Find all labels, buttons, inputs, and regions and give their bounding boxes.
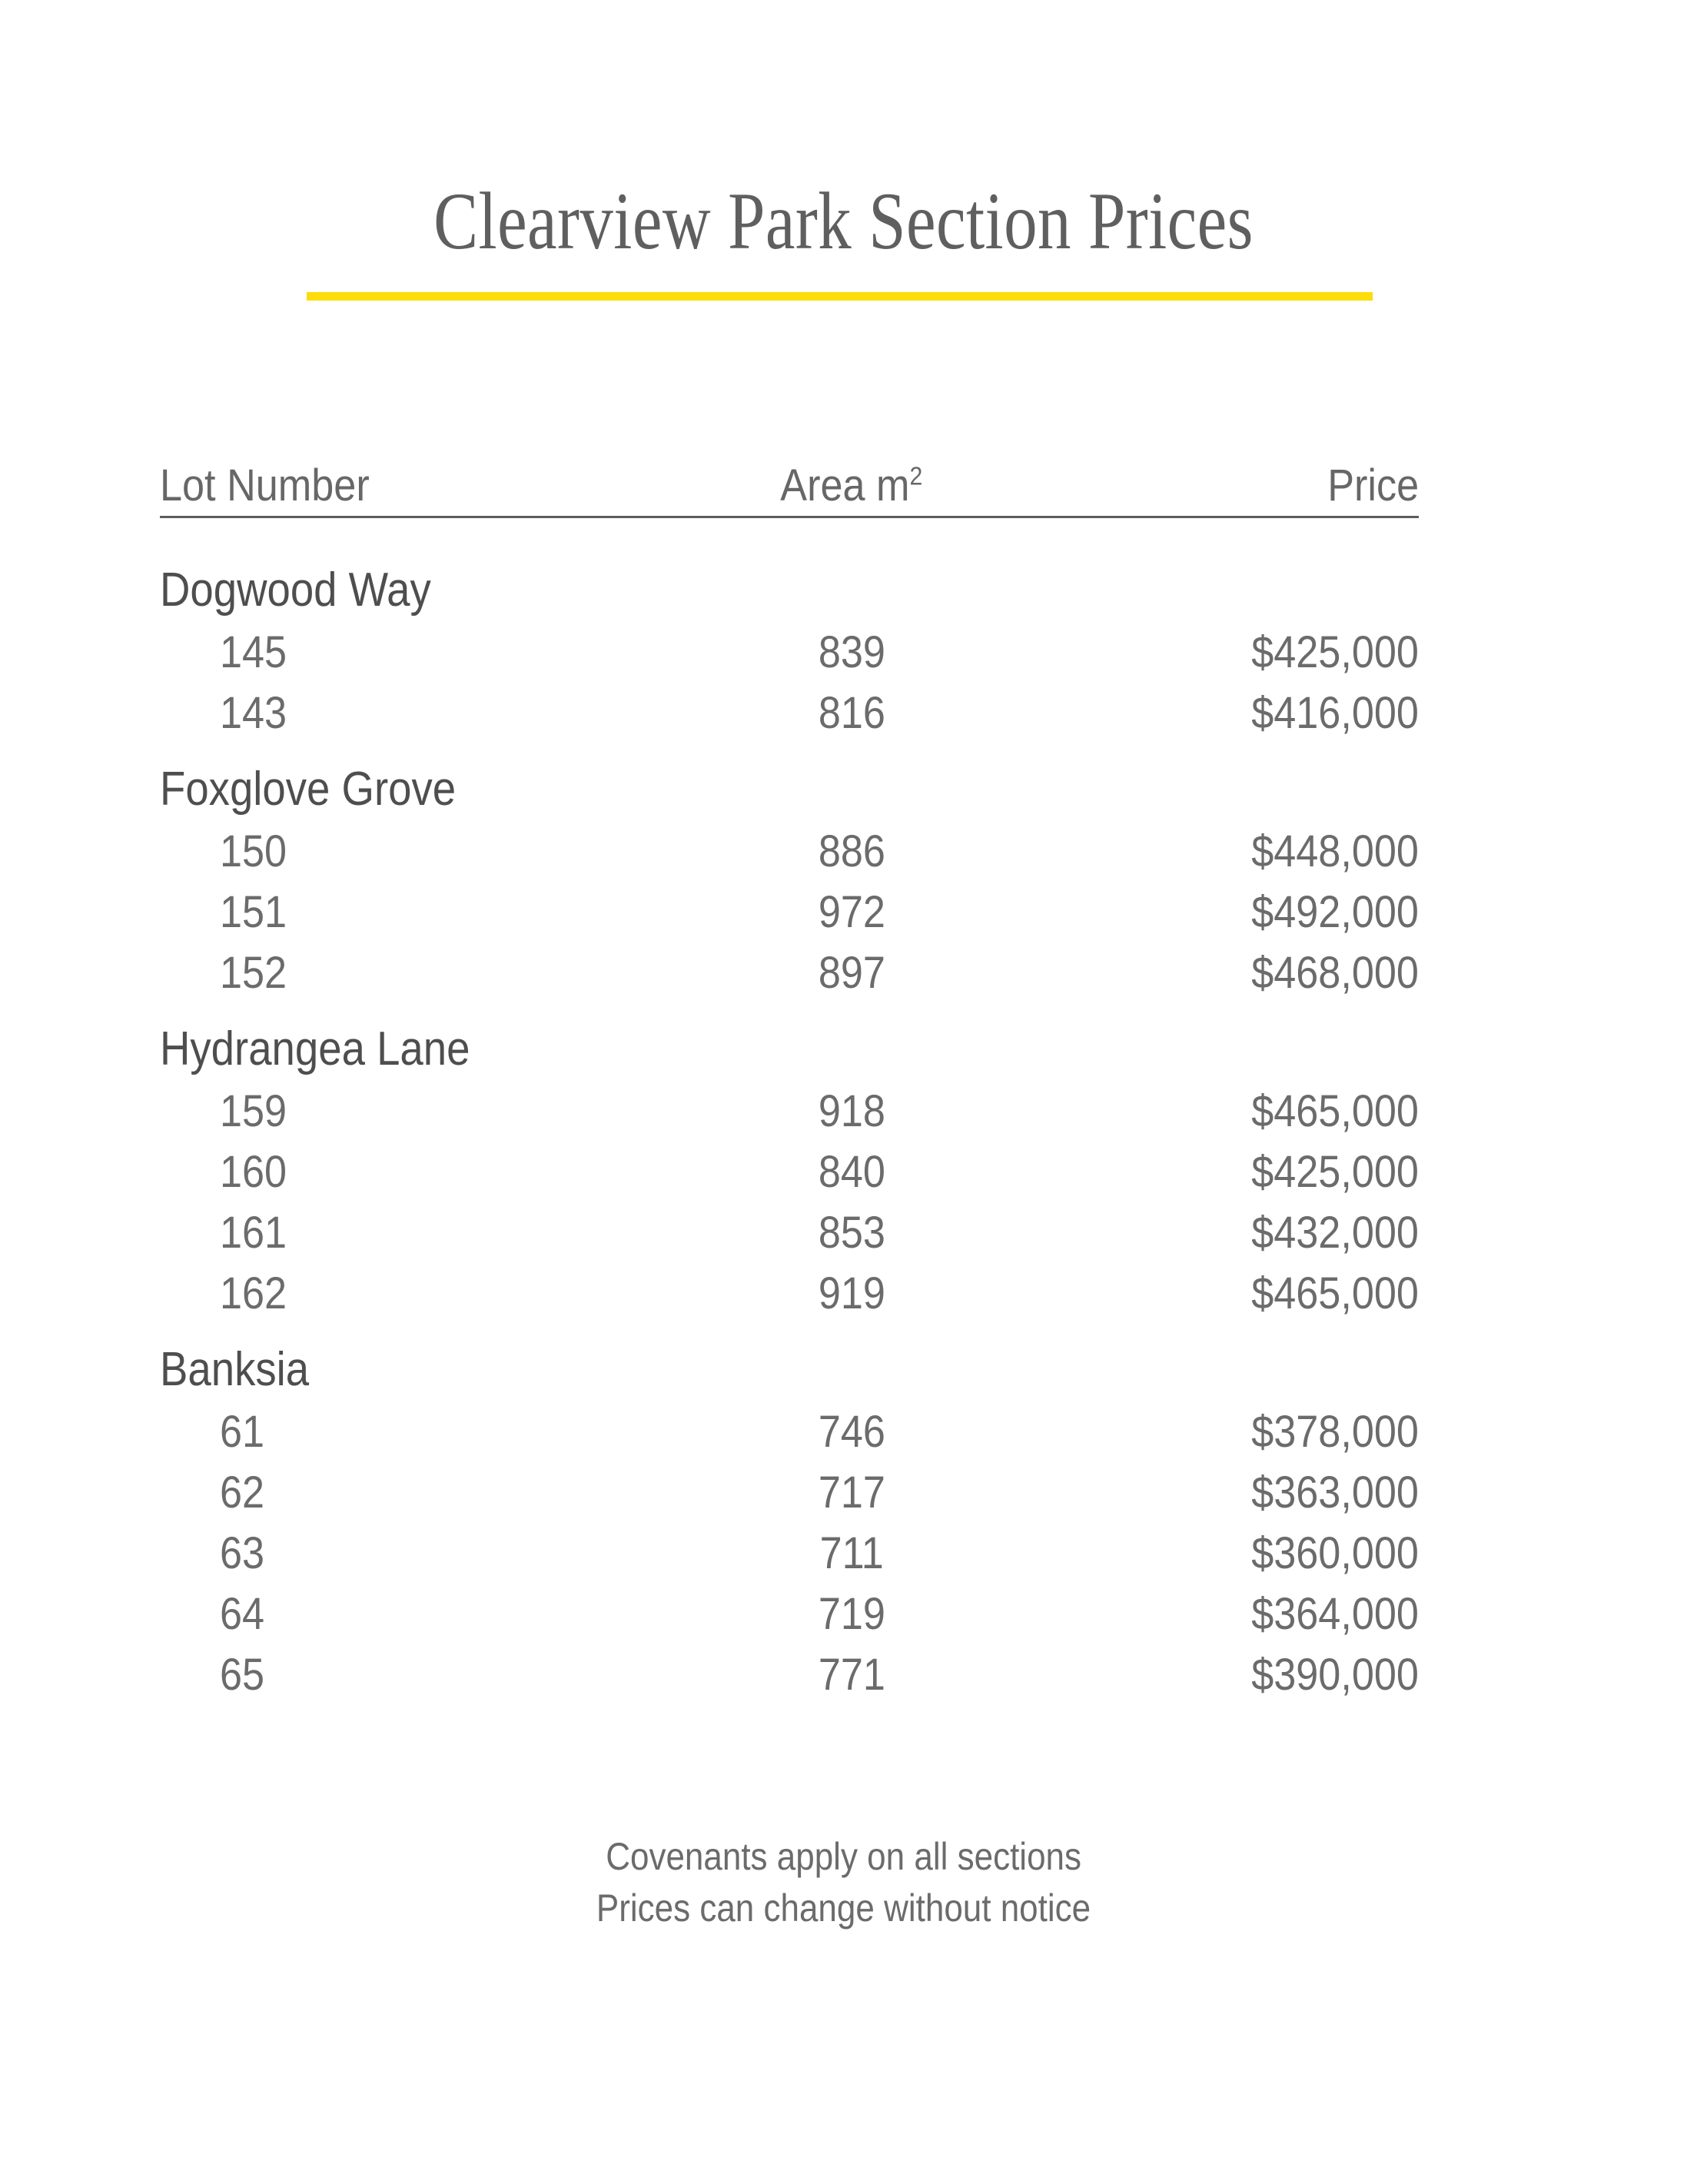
- price-value: $364,000: [1251, 1589, 1419, 1639]
- section-name: Foxglove Grove: [160, 763, 457, 816]
- title-underline-rule: [307, 292, 1373, 301]
- cell-area: [698, 1467, 1005, 1518]
- cell-price: [1005, 947, 1419, 999]
- area-value: 711: [819, 1528, 884, 1578]
- lot-number-value: 61: [220, 1407, 265, 1457]
- cell-area: [698, 1268, 1005, 1319]
- cell-area: [698, 1406, 1005, 1458]
- table-body: [160, 563, 1419, 1700]
- section-header-cell: [160, 1022, 698, 1076]
- area-value: 719: [818, 1589, 885, 1639]
- area-value: 897: [818, 948, 885, 998]
- cell-price: [1005, 826, 1419, 877]
- cell-lot-number: [160, 886, 698, 938]
- table-row: [160, 1527, 1419, 1579]
- table-row: [160, 1406, 1419, 1458]
- table-header-cell-price: [1005, 460, 1419, 511]
- cell-area: [698, 1588, 1005, 1640]
- table-row: [160, 1649, 1419, 1700]
- table-row: [160, 1146, 1419, 1198]
- price-value: $465,000: [1251, 1086, 1419, 1136]
- footer-notes: [0, 1831, 1687, 1934]
- area-value: 840: [818, 1147, 885, 1197]
- section-header-row: [160, 1022, 1419, 1076]
- area-value: 746: [818, 1407, 885, 1457]
- section-header-cell: [160, 1342, 698, 1397]
- table-row: [160, 1207, 1419, 1258]
- cell-price: [1005, 1085, 1419, 1137]
- table-row: [160, 687, 1419, 739]
- lot-number-value: 63: [220, 1528, 265, 1578]
- price-value: $378,000: [1251, 1407, 1419, 1457]
- lot-number-value: 152: [220, 948, 287, 998]
- price-value: $360,000: [1251, 1528, 1419, 1578]
- price-value: $448,000: [1251, 826, 1419, 876]
- cell-price: [1005, 1649, 1419, 1700]
- cell-lot-number: [160, 1467, 698, 1518]
- title-block: [0, 178, 1687, 264]
- table-row: [160, 1467, 1419, 1518]
- area-value: 918: [818, 1086, 885, 1136]
- lot-number-value: 151: [220, 887, 287, 937]
- section-name: Banksia: [160, 1343, 310, 1396]
- area-value: 771: [818, 1650, 885, 1700]
- lot-number-value: 64: [220, 1589, 265, 1639]
- footer-line-price-notice: Prices can change without notice: [596, 1886, 1091, 1930]
- cell-area: [698, 826, 1005, 877]
- cell-area: [698, 1527, 1005, 1579]
- lot-number-value: 159: [220, 1086, 287, 1136]
- header-label-lot-number: Lot Number: [160, 460, 370, 510]
- cell-price: [1005, 1406, 1419, 1458]
- cell-lot-number: [160, 1527, 698, 1579]
- area-value: 919: [818, 1268, 885, 1318]
- cell-area: [698, 627, 1005, 678]
- cell-area: [698, 687, 1005, 739]
- section-header-row: [160, 1342, 1419, 1397]
- price-value: $468,000: [1251, 948, 1419, 998]
- header-area-superscript: 2: [909, 462, 923, 491]
- cell-area: [698, 886, 1005, 938]
- cell-lot-number: [160, 627, 698, 678]
- cell-lot-number: [160, 1085, 698, 1137]
- cell-lot-number: [160, 1146, 698, 1198]
- cell-area: [698, 1207, 1005, 1258]
- header-label-area: [780, 460, 922, 511]
- cell-price: [1005, 886, 1419, 938]
- cell-price: [1005, 1527, 1419, 1579]
- table-row: [160, 826, 1419, 877]
- table-header-cell-area: [698, 460, 1005, 511]
- cell-lot-number: [160, 1406, 698, 1458]
- table-row: [160, 1268, 1419, 1319]
- section-header-row: [160, 563, 1419, 617]
- price-value: $432,000: [1251, 1208, 1419, 1258]
- table-header-row: [160, 460, 1419, 518]
- cell-area: [698, 1649, 1005, 1700]
- cell-lot-number: [160, 687, 698, 739]
- section-name: Hydrangea Lane: [160, 1022, 470, 1075]
- table-row: [160, 947, 1419, 999]
- footer-line-covenants: Covenants apply on all sections: [606, 1835, 1081, 1878]
- lot-number-value: 143: [220, 688, 287, 738]
- price-value: $363,000: [1251, 1468, 1419, 1517]
- area-value: 972: [818, 887, 885, 937]
- section-header-cell: [160, 762, 698, 816]
- section-header-row: [160, 762, 1419, 816]
- cell-price: [1005, 1207, 1419, 1258]
- area-value: 886: [818, 826, 885, 876]
- cell-price: [1005, 1268, 1419, 1319]
- cell-lot-number: [160, 1649, 698, 1700]
- lot-number-value: 160: [220, 1147, 287, 1197]
- price-value: $416,000: [1251, 688, 1419, 738]
- cell-area: [698, 1146, 1005, 1198]
- price-value: $390,000: [1251, 1650, 1419, 1700]
- table-header-cell-lot: [160, 460, 698, 511]
- lot-number-value: 150: [220, 826, 287, 876]
- cell-area: [698, 947, 1005, 999]
- section-header-cell: [160, 563, 698, 617]
- cell-price: [1005, 687, 1419, 739]
- cell-price: [1005, 1146, 1419, 1198]
- price-value: $492,000: [1251, 887, 1419, 937]
- lot-number-value: 62: [220, 1468, 265, 1517]
- page-title: Clearview Park Section Prices: [433, 176, 1254, 266]
- lot-number-value: 65: [220, 1650, 265, 1700]
- price-table: [160, 460, 1419, 1700]
- price-value: $425,000: [1251, 627, 1419, 677]
- cell-lot-number: [160, 1588, 698, 1640]
- area-value: 816: [818, 688, 885, 738]
- table-row: [160, 886, 1419, 938]
- section-name: Dogwood Way: [160, 563, 431, 617]
- cell-lot-number: [160, 1268, 698, 1319]
- header-area-text: Area m: [780, 460, 910, 510]
- lot-number-value: 162: [220, 1268, 287, 1318]
- cell-price: [1005, 1467, 1419, 1518]
- cell-lot-number: [160, 1207, 698, 1258]
- cell-area: [698, 1085, 1005, 1137]
- table-row: [160, 1085, 1419, 1137]
- price-value: $425,000: [1251, 1147, 1419, 1197]
- area-value: 717: [818, 1468, 885, 1517]
- area-value: 853: [818, 1208, 885, 1258]
- lot-number-value: 145: [220, 627, 287, 677]
- cell-price: [1005, 1588, 1419, 1640]
- table-row: [160, 627, 1419, 678]
- lot-number-value: 161: [220, 1208, 287, 1258]
- area-value: 839: [818, 627, 885, 677]
- header-label-price: Price: [1327, 460, 1419, 510]
- table-row: [160, 1588, 1419, 1640]
- cell-lot-number: [160, 947, 698, 999]
- cell-lot-number: [160, 826, 698, 877]
- cell-price: [1005, 627, 1419, 678]
- price-value: $465,000: [1251, 1268, 1419, 1318]
